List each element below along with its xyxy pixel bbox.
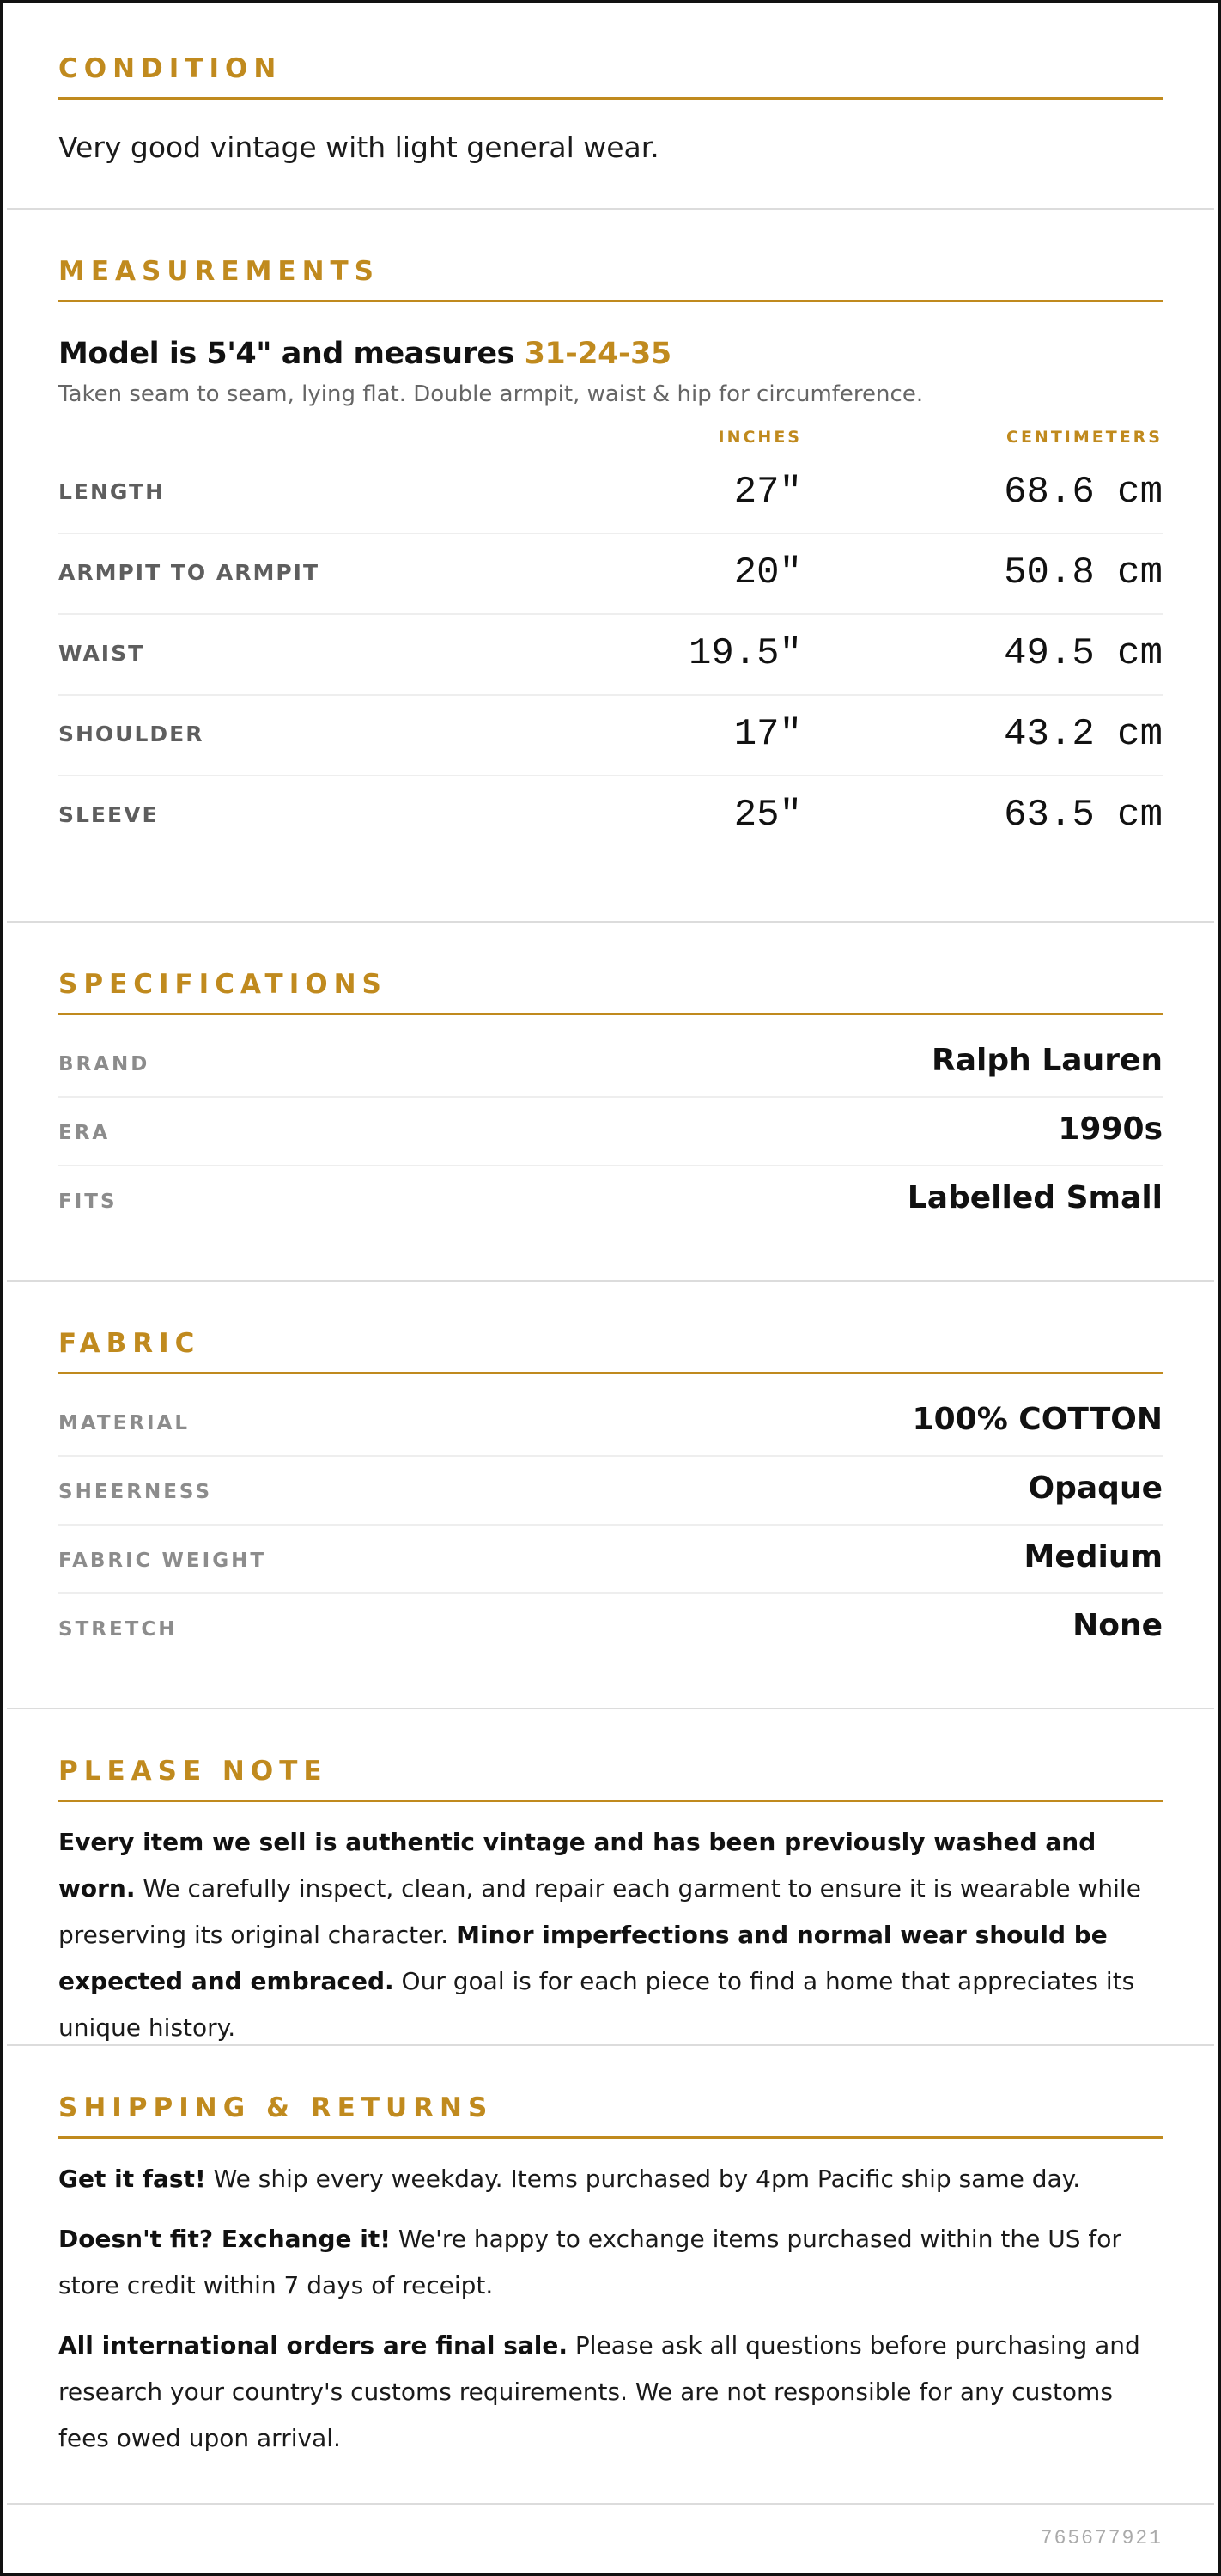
spec-value: Ralph Lauren — [932, 1043, 1163, 1078]
condition-section — [7, 3, 1214, 210]
measurement-row-waist — [58, 615, 1163, 696]
note-text-2: Our goal is for each piece to find a home that appreciates its unique history. — [58, 1967, 1135, 2042]
measurement-row-shoulder — [58, 696, 1163, 776]
shipping-paragraph-1 — [58, 2156, 1163, 2202]
model-measures — [58, 337, 671, 371]
product-code: 765677921 — [1040, 2527, 1163, 2549]
please-note-text — [58, 1819, 1163, 2051]
measurement-inches: 25" — [733, 794, 802, 837]
fabric-value: None — [1072, 1608, 1163, 1643]
fabric-value: Medium — [1024, 1539, 1163, 1574]
spec-row-fits — [58, 1166, 1163, 1235]
measurement-row-sleeve — [58, 776, 1163, 857]
fabric-row-stretch — [58, 1594, 1163, 1663]
spec-label: BRAND — [58, 1053, 150, 1075]
measurement-row-armpit — [58, 534, 1163, 615]
fabric-row-material — [58, 1388, 1163, 1457]
measurement-note: Taken seam to seam, lying flat. Double armpit, waist & hip for circumference. — [58, 381, 924, 407]
shipping-paragraph-2 — [58, 2216, 1163, 2309]
please-note-heading: PLEASE NOTE — [58, 1754, 1163, 1802]
measurement-inches: 27" — [733, 471, 802, 514]
measurement-label: SLEEVE — [58, 802, 159, 827]
spec-label: ERA — [58, 1122, 111, 1144]
spec-label: FITS — [58, 1191, 118, 1213]
column-header-inches: INCHES — [718, 428, 802, 447]
fabric-label: MATERIAL — [58, 1412, 191, 1434]
measurement-label: SHOULDER — [58, 722, 204, 746]
shipping-bold-3: All international orders are final sale. — [58, 2331, 568, 2360]
measurement-inches: 19.5" — [688, 632, 802, 675]
measurement-row-length — [58, 454, 1163, 534]
measurement-label: WAIST — [58, 641, 145, 666]
fabric-heading: FABRIC — [58, 1326, 1163, 1374]
measurements-section — [7, 210, 1214, 923]
measurement-cm: 68.6 cm — [1004, 471, 1163, 514]
spec-row-brand — [58, 1029, 1163, 1098]
fabric-label: FABRIC WEIGHT — [58, 1550, 267, 1572]
shipping-paragraph-3 — [58, 2323, 1163, 2462]
measurement-inches: 20" — [733, 551, 802, 594]
fabric-row-sheerness — [58, 1457, 1163, 1526]
please-note-section — [7, 1709, 1214, 2046]
model-measures-value: 31-24-35 — [524, 337, 671, 371]
condition-heading: CONDITION — [58, 52, 1163, 100]
shipping-bold-1: Get it fast! — [58, 2165, 206, 2193]
spec-value: 1990s — [1058, 1111, 1163, 1147]
measurement-cm: 63.5 cm — [1004, 794, 1163, 837]
shipping-bold-2: Doesn't fit? Exchange it! — [58, 2225, 391, 2253]
note-text-1: We carefully inspect, clean, and repair each garment to ensure it is wearable while preserving its original character. — [58, 1874, 1141, 1949]
fabric-value: Opaque — [1028, 1471, 1163, 1506]
spec-row-era — [58, 1098, 1163, 1166]
measurement-inches: 17" — [733, 713, 802, 756]
spec-value: Labelled Small — [907, 1180, 1163, 1215]
specifications-heading: SPECIFICATIONS — [58, 967, 1163, 1015]
fabric-label: SHEERNESS — [58, 1481, 213, 1503]
measurement-label: LENGTH — [58, 479, 165, 504]
measurement-cm: 49.5 cm — [1004, 632, 1163, 675]
shipping-text-3: Please ask all questions before purchasing and research your country's customs requirements. We are not responsible for any customs fees owed upon arrival. — [58, 2331, 1140, 2452]
shipping-text-1: We ship every weekday. Items purchased by 4pm Pacific ship same day. — [205, 2165, 1081, 2193]
measurement-cm: 43.2 cm — [1004, 713, 1163, 756]
note-bold-1: Every item we sell is authentic vintage and has been previously washed and worn. — [58, 1828, 1096, 1903]
fabric-label: STRETCH — [58, 1618, 178, 1641]
shipping-text-2: We're happy to exchange items purchased within the US for store credit within 7 days of receipt. — [58, 2225, 1121, 2299]
specifications-section — [7, 923, 1214, 1282]
fabric-section — [7, 1282, 1214, 1709]
model-prefix: Model is 5'4" and measures — [58, 337, 525, 371]
measurement-cm: 50.8 cm — [1004, 551, 1163, 594]
condition-text: Very good vintage with light general wear. — [58, 131, 659, 164]
column-header-centimeters: CENTIMETERS — [1006, 428, 1163, 447]
shipping-section — [7, 2046, 1214, 2505]
measurements-heading: MEASUREMENTS — [58, 254, 1163, 302]
shipping-heading: SHIPPING & RETURNS — [58, 2091, 1163, 2139]
measurement-label: ARMPIT TO ARMPIT — [58, 560, 320, 585]
fabric-value: 100% COTTON — [912, 1402, 1163, 1437]
note-bold-2: Minor imperfections and normal wear should be expected and embraced. — [58, 1921, 1108, 1995]
fabric-row-weight — [58, 1526, 1163, 1594]
